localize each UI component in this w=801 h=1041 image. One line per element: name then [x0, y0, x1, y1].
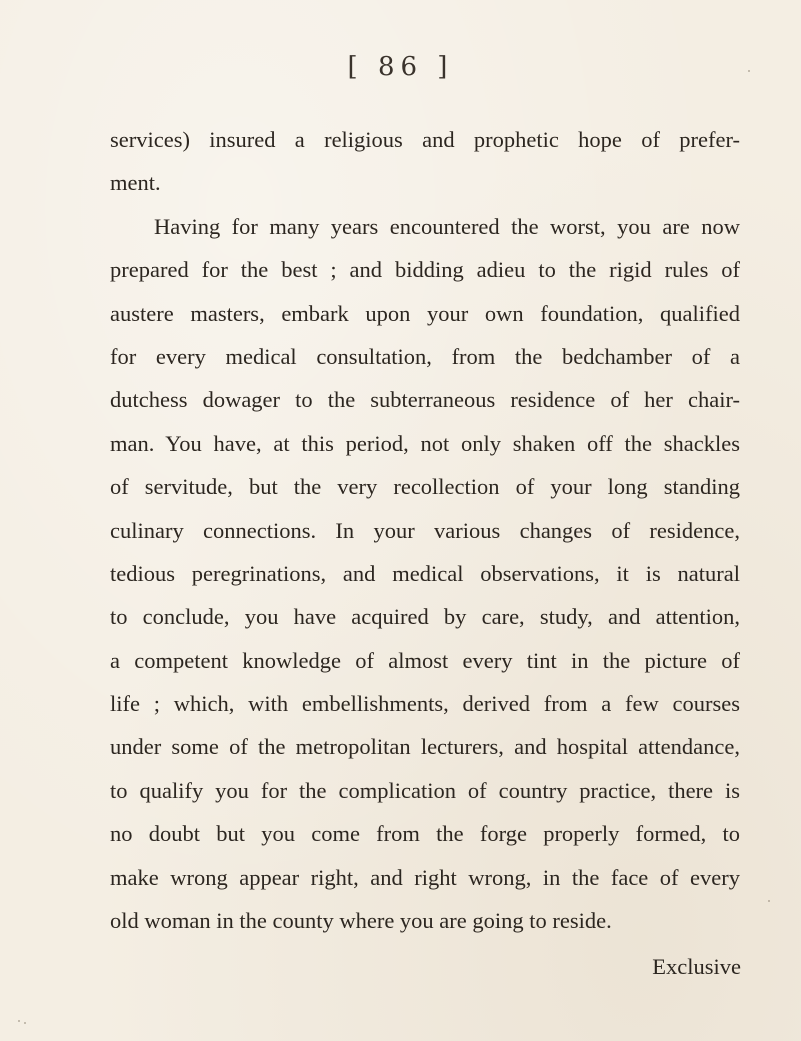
text-line: no doubt but you come from the forge properly formed, to	[110, 821, 740, 847]
text-line: of servitude, but the very recollection of your long standing	[110, 474, 740, 500]
text-line: old woman in the county where you are going to reside.	[110, 908, 612, 934]
catchword: Exclusive	[652, 954, 741, 979]
text-line: man. You have, at this period, not only shaken off the shackles	[110, 430, 740, 456]
page-number: [ 86 ]	[347, 52, 454, 82]
text-line: tedious peregrinations, and medical observations, it is natural	[110, 560, 740, 586]
text-line: to qualify you for the complication of country practice, there is	[110, 777, 740, 803]
text-line: dutchess dowager to the subterraneous residence of her chair-	[110, 387, 740, 413]
paper-speck	[24, 1022, 26, 1024]
text-line: a competent knowledge of almost every tint in the picture of	[110, 647, 740, 673]
text-line: make wrong appear right, and right wrong, in the face of every	[110, 864, 740, 890]
paper-speck	[768, 900, 770, 902]
text-line: services) insured a religious and prophetic hope of prefer-	[110, 127, 740, 152]
text-line: to conclude, you have acquired by care, study, and attention,	[110, 604, 740, 630]
text-line: life ; which, with embellishments, derived from a few courses	[110, 691, 740, 717]
text-line: for every medical consultation, from the bedchamber of a	[110, 343, 740, 369]
paper-speck	[748, 70, 750, 72]
text-line: Having for many years encountered the worst, you are now	[154, 213, 740, 239]
text-line: culinary connections. In your various changes of residence,	[110, 517, 740, 543]
text-line: prepared for the best ; and bidding adieu to the rigid rules of	[110, 257, 740, 283]
text-line: austere masters, embark upon your own foundation, qualified	[110, 300, 740, 326]
body-text	[110, 118, 740, 942]
text-line: under some of the metropolitan lecturers, and hospital attendance,	[110, 734, 740, 760]
paper-speck	[18, 1020, 20, 1022]
text-line: ment.	[110, 170, 161, 196]
